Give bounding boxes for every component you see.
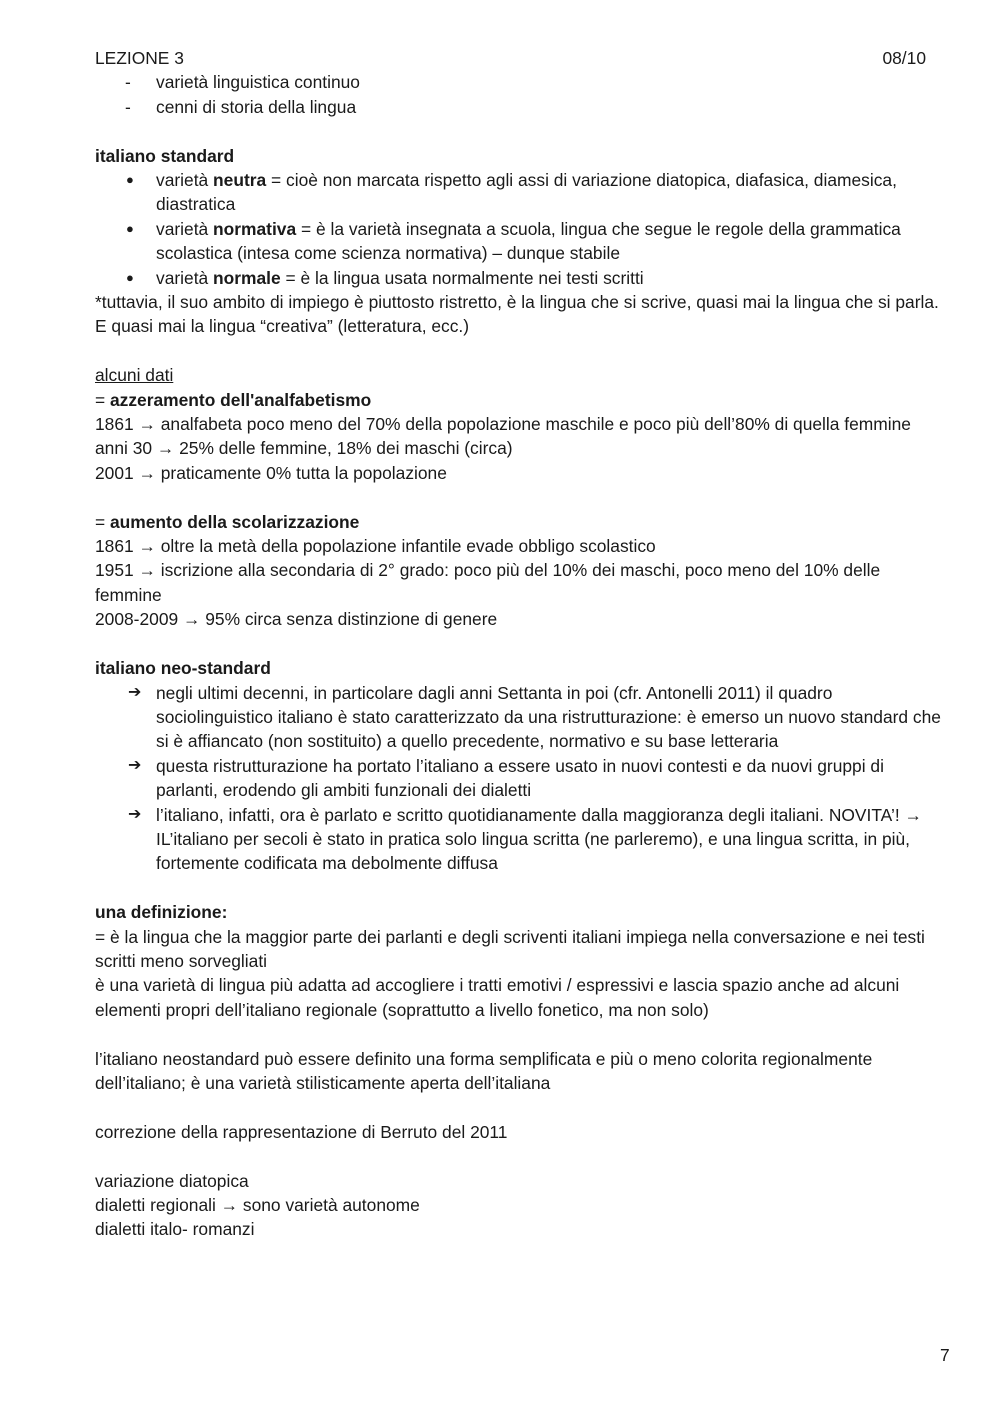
section-heading-definizione: una definizione: — [95, 902, 228, 923]
lesson-date: 08/10 — [882, 48, 926, 68]
document-page — [95, 46, 950, 1242]
subheading-analfabetismo: = azzeramento dell'analfabetismo — [95, 389, 372, 410]
data-line: 2008-2009 → 95% circa senza distinzione di genere — [95, 609, 498, 630]
arrow-marker: ➔ — [128, 756, 142, 774]
list-item: ➔ questa ristrutturazione ha portato l’italiano a essere usato in nuovi contesti e da nuovi gruppi di parlanti, erodendo gli ambiti funzionali dei dialetti — [128, 755, 884, 801]
bullet-marker: ● — [126, 172, 134, 188]
bullet-marker: ● — [126, 269, 134, 285]
section-heading-standard: italiano standard — [95, 145, 235, 166]
diatopica-line: dialetti regionali → sono varietà autonome — [95, 1194, 420, 1215]
data-line: 1951 → iscrizione alla secondaria di 2° grado: poco più del 10% dei maschi, poco meno del 10% delle femmine — [95, 560, 886, 605]
page-header — [95, 46, 926, 70]
dash-marker: - — [125, 96, 131, 117]
diatopica-line: variazione diatopica — [95, 1170, 249, 1191]
dash-marker: - — [125, 72, 131, 93]
section-heading-dati: alcuni dati — [95, 365, 174, 386]
standard-list — [95, 168, 950, 290]
neostandard-paragraph: l’italiano neostandard può essere definito una forma semplificata e più o meno colorita regionalmente dell’italiano; è una varietà stilisticamente aperta dell’italiana — [95, 1048, 878, 1093]
section-heading-neostandard: italiano neo-standard — [95, 658, 271, 679]
list-item: - varietà linguistica continuo — [95, 70, 950, 94]
subheading-scolarizzazione: = aumento della scolarizzazione — [95, 511, 360, 532]
list-item: ● varietà neutra = cioè non marcata rispetto agli assi di variazione diatopica, diafasica, diamesica, diastratica — [126, 170, 897, 215]
list-item: ● varietà normale = è la lingua usata normalmente nei testi scritti — [95, 266, 950, 290]
list-item: ➔ l’italiano, infatti, ora è parlato e scritto quotidianamente dalla maggioranza degli italiani. NOVITA’! → IL’italiano per secoli è stato in pratica solo lingua scritta (ne parleremo), e una lingua scritta, in più, fortemente codificata ma debolmente diffusa — [128, 804, 922, 874]
data-line: anni 30 → 25% delle femmine, 18% dei maschi (circa) — [95, 438, 513, 459]
definition-line: è una varietà di lingua più adatta ad accogliere i tratti emotivi / espressivi e lascia spazio anche ad alcuni elementi propri dell’italiano regionale (soprattutto a livello fonetico, ma non solo) — [95, 975, 905, 1020]
data-line: 2001 → praticamente 0% tutta la popolazione — [95, 462, 447, 483]
data-line: 1861 → analfabeta poco meno del 70% della popolazione maschile e poco più dell’80% di quella femmine — [95, 414, 911, 435]
arrow-marker: ➔ — [128, 805, 142, 823]
definition-line: = è la lingua che la maggior parte dei parlanti e degli scriventi italiani impiega nella conversazione e nei testi scritti meno sorvegliati — [95, 926, 930, 971]
list-item: ➔ negli ultimi decenni, in particolare dagli anni Settanta in poi (cfr. Antonelli 2011) il quadro sociolinguistico italiano è stato caratterizzato da una ristrutturazione: è emerso un nuovo standard che si è affiancato (non sostituito) a quello precedente, normativo e su base letteraria — [128, 682, 941, 752]
intro-list — [95, 70, 950, 119]
bullet-marker: ● — [126, 220, 134, 236]
berruto-note: correzione della rappresentazione di Berruto del 2011 — [95, 1121, 508, 1142]
arrow-marker: ➔ — [128, 683, 142, 701]
standard-note: *tuttavia, il suo ambito di impiego è piuttosto ristretto, è la lingua che si scrive, quasi mai la lingua che si parla. E quasi mai la lingua “creativa” (letteratura, ecc.) — [95, 292, 944, 337]
lesson-title: LEZIONE 3 — [95, 48, 184, 68]
diatopica-line: dialetti italo- romanzi — [95, 1219, 255, 1240]
list-item: - cenni di storia della lingua — [95, 95, 950, 119]
list-item: ● varietà normativa = è la varietà insegnata a scuola, lingua che segue le regole della grammatica scolastica (intesa come scienza normativa) – dunque stabile — [126, 218, 901, 264]
neostandard-list — [95, 681, 950, 876]
page-number: 7 — [940, 1345, 950, 1365]
data-line: 1861 → oltre la metà della popolazione infantile evade obbligo scolastico — [95, 536, 656, 557]
